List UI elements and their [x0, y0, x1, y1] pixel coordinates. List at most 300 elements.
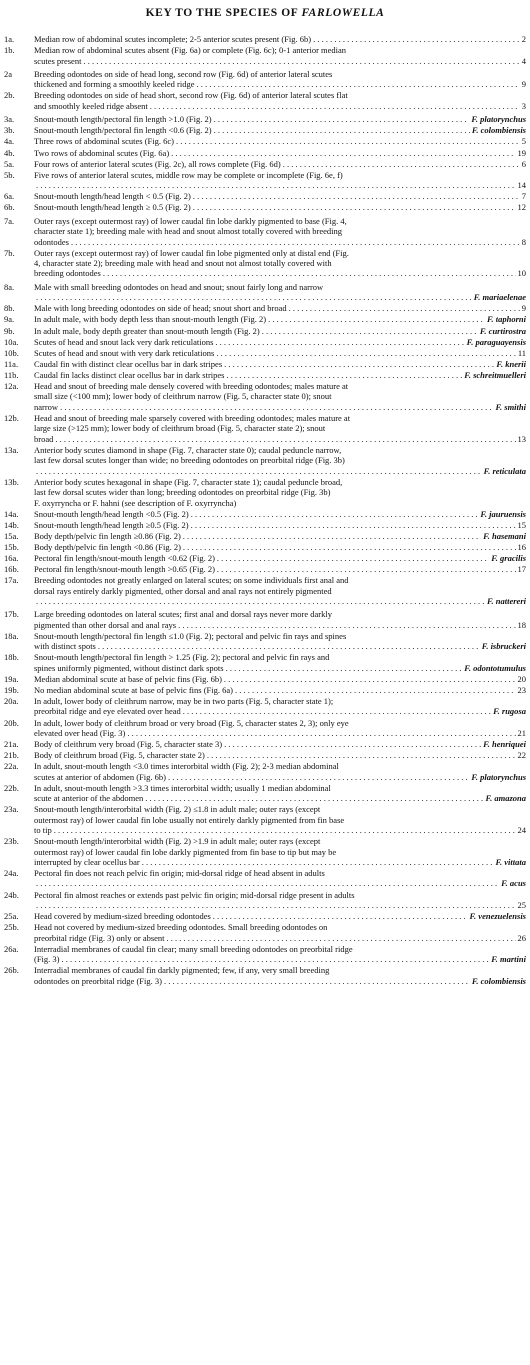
couplet-lead-line	[34, 268, 526, 278]
couplet-number: 2a	[4, 68, 13, 79]
species-result: F. smithi	[495, 401, 526, 412]
couplet-text: Body of cleithrum very broad (Fig. 5, character state 3)	[34, 739, 223, 750]
couplet-lead-line	[34, 728, 526, 738]
key-entry	[0, 750, 530, 760]
key-entry	[0, 45, 530, 66]
couplet-lead-line	[34, 878, 526, 888]
species-result: F. jauruensis	[480, 508, 526, 519]
couplet-text: Scutes of head and snout lack very dark reticulations	[34, 336, 214, 347]
couplet-lead-line	[34, 531, 526, 541]
key-entry	[0, 652, 530, 673]
couplet-text: and smoothly keeled ridge absent	[34, 100, 148, 111]
next-couplet-ref: 17	[517, 564, 526, 575]
couplet-text: scute at anterior of the abdomen	[34, 793, 144, 804]
species-result: F. venezuelensis	[469, 911, 526, 922]
couplet-lead-line	[34, 674, 526, 684]
species-result: F. taphorni	[486, 314, 526, 325]
key-entry	[0, 609, 530, 630]
couplet-text-line: Anterior body scutes diamond in shape (Fig. 7, character state 0); caudal peduncle narrow,	[34, 444, 342, 455]
couplet-number: 24a.	[4, 868, 19, 879]
couplet-number: 3a.	[4, 114, 15, 125]
couplet-number: 8b.	[4, 303, 15, 314]
couplet-text-line: Outer rays (except outermost ray) of lower caudal fin lobe darkly pigmented to base (Fig. 4,	[34, 215, 347, 226]
couplet-lead-line	[34, 900, 526, 910]
key-entry	[0, 69, 530, 90]
couplet-text-line: In adult, lower body of cleithrum broad or very broad (Fig. 5, character states 2, 3); only eye	[34, 717, 349, 728]
next-couplet-ref: 25	[517, 899, 526, 910]
couplet-number: 2b.	[4, 90, 15, 101]
couplet-text: Caudal fin lacks distinct clear ocellus bar in dark stripes	[34, 369, 225, 380]
couplet-text: spines uniformly pigmented, without distinct dark spots	[34, 662, 224, 673]
key-entry	[0, 282, 530, 303]
couplet-lead-line	[34, 314, 526, 324]
dot-leader	[197, 79, 520, 89]
couplet-lead-line	[34, 434, 526, 444]
key-entry	[0, 445, 530, 476]
next-couplet-ref: 15	[517, 519, 526, 530]
couplet-number: 11b.	[4, 369, 19, 380]
couplet-lead-line	[34, 337, 526, 347]
couplet-lead-line	[34, 498, 526, 508]
dot-leader	[55, 434, 515, 444]
species-result: F. hasemani	[483, 530, 526, 541]
key-entry	[0, 337, 530, 347]
dot-leader	[71, 237, 520, 247]
couplet-number: 19b.	[4, 684, 19, 695]
species-result: F. platorynchus	[471, 114, 526, 125]
couplet-text-line: Interradial membranes of caudal fin darkly pigmented; few, if any, very small breeding	[34, 965, 330, 976]
dot-leader	[217, 564, 516, 574]
dot-leader	[214, 114, 470, 124]
dot-leader	[193, 202, 516, 212]
couplet-text-line: Outer rays (except outermost ray) of lower caudal fin lobe pigmented only at distal end (Fig.	[34, 247, 349, 258]
key-entry	[0, 314, 530, 324]
couplet-lead-line	[34, 466, 526, 476]
couplet-number: 24b.	[4, 889, 19, 900]
couplet-text-line: Snout-mouth length/interorbital width (Fig. 2) ≤1.8 in adult male; outer rays (except	[34, 804, 321, 815]
key-entry	[0, 836, 530, 867]
couplet-number: 7b.	[4, 247, 15, 258]
key-entry	[0, 783, 530, 804]
couplet-text-line: Pectoral fin does not reach pelvic fin origin; mid-dorsal ridge of head absent in adults	[34, 868, 325, 879]
couplet-lead-line	[34, 857, 526, 867]
next-couplet-ref: 23	[517, 684, 526, 695]
dot-leader	[164, 976, 470, 986]
dot-leader	[224, 359, 494, 369]
couplet-text-line: Head not covered by medium-sized breeding odontodes. Small breeding odontodes on	[34, 922, 328, 933]
couplet-lead-line	[34, 706, 526, 716]
couplet-text-line: Pectoral fin almost reaches or extends past pelvic fin origin; mid-dorsal ridge present in adults	[34, 889, 355, 900]
couplet-text-line: character state 1); breeding male with head and snout almost totally covered with breeding	[34, 226, 343, 237]
couplet-lead-line	[34, 125, 526, 135]
dot-leader	[268, 314, 485, 324]
couplet-lead-line	[34, 101, 526, 111]
next-couplet-ref: 20	[517, 673, 526, 684]
couplet-lead-line	[34, 663, 526, 673]
species-result: F. henriquei	[483, 739, 526, 750]
couplet-text: odontodes	[34, 236, 69, 247]
couplet-number: 21a.	[4, 739, 19, 750]
couplet-lead-line	[34, 136, 526, 146]
couplet-text: Pectoral fin length/snout-mouth length <0.62 (Fig. 2)	[34, 552, 215, 563]
dot-leader	[83, 56, 519, 66]
couplet-text-line: small size (<100 mm); lower body of cleithrum narrow (Fig. 5, character state 0); snout	[34, 391, 332, 402]
couplet-text-line: Large breeding odontodes on lateral scutes; first anal and dorsal rays never more darkly	[34, 609, 332, 620]
couplet-number: 6b.	[4, 202, 15, 213]
couplet-text: Snout-mouth length/pectoral fin length >1.0 (Fig. 2)	[34, 114, 212, 125]
couplet-number: 26a.	[4, 943, 19, 954]
key-entry	[0, 542, 530, 552]
dot-leader	[183, 706, 491, 716]
key-entry	[0, 248, 530, 279]
species-result: F. curtirostra	[479, 325, 526, 336]
couplet-number: 23a.	[4, 804, 19, 815]
next-couplet-ref: 6	[521, 158, 526, 169]
couplet-lead-line	[34, 191, 526, 201]
species-result: F. nattereri	[486, 595, 526, 606]
couplet-number: 22b.	[4, 782, 19, 793]
next-couplet-ref: 4	[521, 55, 526, 66]
dot-leader	[224, 739, 481, 749]
couplet-text: interrupted by clear ocellus bar	[34, 856, 140, 867]
couplet-lead-line	[34, 520, 526, 530]
dot-leader	[215, 337, 464, 347]
couplet-text-line: In adult, snout-mouth length <3.0 times interorbital width (Fig. 2); 2-3 median abdominal	[34, 761, 339, 772]
dot-leader	[313, 34, 520, 44]
key-entry	[0, 148, 530, 158]
couplet-number: 10a.	[4, 336, 19, 347]
key-entry	[0, 170, 530, 191]
key-entry	[0, 965, 530, 986]
dot-leader	[36, 180, 516, 190]
key-title-prefix: KEY TO THE SPECIES OF	[145, 7, 302, 19]
key-entry	[0, 136, 530, 146]
key-entry	[0, 90, 530, 111]
dot-leader	[214, 125, 470, 135]
couplet-text: scutes present	[34, 55, 82, 66]
key-entry	[0, 868, 530, 889]
key-entry	[0, 911, 530, 921]
couplet-lead-line	[34, 793, 526, 803]
species-result: F. schreitmuelleri	[464, 369, 526, 380]
couplet-text: Pectoral fin length/snout-mouth length >0.65 (Fig. 2)	[34, 564, 215, 575]
couplet-text: scutes at anterior of abdomen (Fig. 6b)	[34, 771, 166, 782]
couplet-text: thickened and forming a smoothly keeled ridge	[34, 79, 195, 90]
couplet-number: 13b.	[4, 476, 19, 487]
couplet-text: Body depth/pelvic fin length <0.86 (Fig. 2)	[34, 541, 181, 552]
dot-leader	[289, 303, 520, 313]
couplet-number: 25a.	[4, 911, 19, 922]
couplet-lead-line	[34, 620, 526, 630]
key-entry	[0, 509, 530, 519]
key-entry	[0, 348, 530, 358]
key-entry	[0, 125, 530, 135]
couplet-text-line: Snout-mouth length/pectoral fin length ≤1.0 (Fig. 2); pectoral and pelvic fin rays and spines	[34, 630, 347, 641]
key-entry	[0, 631, 530, 652]
couplet-lead-line	[34, 159, 526, 169]
key-entry	[0, 685, 530, 695]
dot-leader	[171, 148, 515, 158]
key-entry	[0, 674, 530, 684]
species-result: F. acus	[501, 878, 526, 889]
couplet-number: 14a.	[4, 508, 19, 519]
couplet-text: No median abdominal scute at base of pelvic fins (Fig. 6a)	[34, 684, 233, 695]
couplet-number: 7a.	[4, 215, 15, 226]
couplet-lead-line	[34, 772, 526, 782]
dot-leader	[176, 136, 520, 146]
couplet-lead-line	[34, 303, 526, 313]
couplet-number: 20a.	[4, 696, 19, 707]
couplet-number: 4b.	[4, 147, 15, 158]
key-title-genus: FARLOWELLA	[301, 7, 385, 19]
couplet-lead-line	[34, 954, 526, 964]
key-entry	[0, 381, 530, 412]
couplet-lead-line	[34, 564, 526, 574]
couplet-number: 12a.	[4, 380, 19, 391]
dot-leader	[207, 750, 516, 760]
couplet-text: narrow	[34, 401, 59, 412]
key-entry	[0, 370, 530, 380]
couplet-number: 19a.	[4, 673, 19, 684]
couplet-number: 23b.	[4, 836, 19, 847]
couplet-text-line: Five rows of anterior lateral scutes, middle row may be complete or incomplete (Fig. 6e, f)	[34, 169, 343, 180]
couplet-text: broad	[34, 433, 54, 444]
couplet-lead-line	[34, 825, 526, 835]
key-entry	[0, 34, 530, 44]
couplet-text: to tip	[34, 825, 52, 836]
couplet-text-line: Interradial membranes of caudal fin clear; many small breeding odontodes on preorbital ridge	[34, 943, 353, 954]
couplet-text-line: Male with small breeding odontodes on head and snout; snout fairly long and narrow	[34, 281, 324, 292]
couplet-lead-line	[34, 237, 526, 247]
couplet-text: Three rows of abdominal scutes (Fig. 6c)	[34, 136, 174, 147]
couplet-lead-line	[34, 359, 526, 369]
couplet-number: 15b.	[4, 541, 19, 552]
couplet-text: Scutes of head and snout with very dark reticulations	[34, 347, 215, 358]
species-result: F. knerii	[496, 358, 526, 369]
couplet-text-line: In adult, snout-mouth length >3.3 times interorbital width; usually 1 median abdominal	[34, 782, 331, 793]
couplet-number: 13a.	[4, 444, 19, 455]
couplet-number: 16a.	[4, 552, 19, 563]
couplet-lead-line	[34, 641, 526, 651]
dot-leader	[168, 772, 469, 782]
couplet-lead-line	[34, 114, 526, 124]
couplet-number: 18a.	[4, 630, 19, 641]
key-entry	[0, 191, 530, 201]
couplet-number: 26b.	[4, 965, 19, 976]
couplet-text: Snout-mouth length/head length <0.5 (Fig. 2)	[34, 508, 189, 519]
dot-leader	[167, 933, 516, 943]
couplet-text: Median abdominal scute at base of pelvic fins (Fig. 6b)	[34, 673, 222, 684]
couplet-text: elevated over head (Fig. 3)	[34, 727, 126, 738]
couplet-lead-line	[34, 202, 526, 212]
dot-leader	[60, 402, 493, 412]
couplet-number: 8a.	[4, 281, 15, 292]
key-entry	[0, 696, 530, 717]
key-entry	[0, 575, 530, 606]
dot-leader	[36, 466, 482, 476]
couplet-text: Male with long breeding odontodes on side of head; snout short and broad	[34, 303, 287, 314]
species-result: F. reticulata	[483, 465, 526, 476]
couplet-lead-line	[34, 596, 526, 606]
key-entry	[0, 564, 530, 574]
species-result: F. vittata	[495, 856, 526, 867]
next-couplet-ref: 5	[521, 136, 526, 147]
species-result: F. mariaelenae	[473, 292, 526, 303]
identification-key	[0, 34, 530, 986]
couplet-text: In adult male, body depth greater than snout-mouth length (Fig. 2)	[34, 325, 260, 336]
next-couplet-ref: 18	[517, 619, 526, 630]
couplet-number: 21b.	[4, 750, 19, 761]
couplet-text-line: Anterior body scutes hexagonal in shape (Fig. 7, character state 1); caudal peduncle broad,	[34, 476, 343, 487]
couplet-text-line: In adult, lower body of cleithrum narrow, may be in two parts (Fig. 5, character state 1);	[34, 696, 334, 707]
couplet-text: Snout-mouth length/pectoral fin length <0.6 (Fig. 2)	[34, 125, 212, 136]
next-couplet-ref: 10	[517, 268, 526, 279]
species-result: F. gracilis	[491, 552, 526, 563]
couplet-number: 22a.	[4, 761, 19, 772]
next-couplet-ref: 9	[521, 79, 526, 90]
next-couplet-ref: 11	[517, 347, 526, 358]
key-entry	[0, 520, 530, 530]
couplet-text-line: Breeding odontodes on side of head long, second row (Fig. 6d) of anterior lateral scutes	[34, 68, 333, 79]
couplet-text-line: Head and snout of breeding male sparsely covered with breeding odontodes; males mature at	[34, 412, 351, 423]
couplet-text: In adult male, with body depth less than snout-mouth length (Fig. 2)	[34, 314, 267, 325]
key-entry	[0, 413, 530, 444]
couplet-lead-line	[34, 292, 526, 302]
key-entry	[0, 890, 530, 911]
couplet-number: 9a.	[4, 314, 15, 325]
couplet-text-line: Head and snout of breeding male densely covered with breeding odontodes; males mature at	[34, 380, 349, 391]
dot-leader	[145, 793, 483, 803]
key-entry	[0, 922, 530, 943]
couplet-lead-line	[34, 370, 526, 380]
dot-leader	[191, 520, 516, 530]
key-entry	[0, 718, 530, 739]
couplet-number: 4a.	[4, 136, 15, 147]
couplet-number: 11a.	[4, 358, 19, 369]
couplet-number: 12b.	[4, 412, 19, 423]
next-couplet-ref: 9	[521, 303, 526, 314]
couplet-number: 5a.	[4, 158, 15, 169]
couplet-text-line: Breeding odontodes on side of head short, second row (Fig. 6d) of anterior lateral scutes flat	[34, 90, 348, 101]
couplet-text-line: last few dorsal scutes longer than wide; no breeding odontodes on preorbital ridge (Fig. 3b)	[34, 455, 345, 466]
key-entry	[0, 359, 530, 369]
key-entry	[0, 114, 530, 124]
dot-leader	[36, 292, 472, 302]
key-entry	[0, 531, 530, 541]
dot-leader	[178, 620, 515, 630]
next-couplet-ref: 8	[521, 236, 526, 247]
couplet-text: breeding odontodes	[34, 268, 101, 279]
couplet-lead-line	[34, 56, 526, 66]
couplet-number: 1b.	[4, 45, 15, 56]
couplet-lead-line	[34, 180, 526, 190]
couplet-lead-line	[34, 348, 526, 358]
couplet-text: Body of cleithrum broad (Fig. 5, character state 2)	[34, 750, 205, 761]
dot-leader	[98, 641, 480, 651]
next-couplet-ref: 7	[521, 191, 526, 202]
couplet-number: 20b.	[4, 717, 19, 728]
couplet-lead-line	[34, 402, 526, 412]
next-couplet-ref: 26	[517, 932, 526, 943]
dot-leader	[150, 101, 520, 111]
couplet-lead-line	[34, 685, 526, 695]
couplet-lead-line	[34, 79, 526, 89]
couplet-text-line: last few dorsal scutes wider than long; breeding odontodes on preorbital ridge (Fig. 3b)	[34, 487, 331, 498]
couplet-number: 16b.	[4, 564, 19, 575]
dot-leader	[262, 326, 478, 336]
couplet-text: with distinct spots	[34, 641, 96, 652]
couplet-text-line: Snout-mouth length/pectoral fin length > 1.25 (Fig. 2); pectoral and pelvic fin rays and	[34, 652, 330, 663]
dot-leader	[54, 825, 516, 835]
next-couplet-ref: 19	[517, 147, 526, 158]
dot-leader	[183, 531, 481, 541]
couplet-text: Body depth/pelvic fin length ≥0.86 (Fig. 2)	[34, 530, 181, 541]
couplet-lead-line	[34, 326, 526, 336]
couplet-number: 18b.	[4, 652, 19, 663]
dot-leader	[36, 900, 516, 910]
couplet-text-line: outermost ray) of lower caudal fin lobe usually not entirely darkly pigmented from fin base	[34, 814, 345, 825]
couplet-text: Caudal fin with distinct clear ocellus bar in dark stripes	[34, 358, 223, 369]
dot-leader	[36, 596, 485, 606]
couplet-text-line: Breeding odontodes not greatly enlarged on lateral scutes; on some individuals first anal and	[34, 575, 349, 586]
species-result: F. martini	[491, 954, 526, 965]
next-couplet-ref: 13	[517, 433, 526, 444]
species-result: F. paraguayensis	[466, 336, 526, 347]
dot-leader	[226, 370, 462, 380]
dot-leader	[127, 728, 515, 738]
next-couplet-ref: 3	[521, 100, 526, 111]
key-entry	[0, 202, 530, 212]
species-result: F. isbruckeri	[481, 641, 526, 652]
couplet-text-line: large size (>125 mm); lower body of cleithrum broad (Fig. 5, character state 2); snout	[34, 423, 326, 434]
next-couplet-ref: 16	[517, 541, 526, 552]
key-entry	[0, 944, 530, 965]
species-result: F. odontotumulus	[464, 662, 526, 673]
couplet-number: 10b.	[4, 347, 19, 358]
next-couplet-ref: 14	[517, 180, 526, 191]
dot-leader	[62, 954, 490, 964]
couplet-number: 5b.	[4, 169, 15, 180]
couplet-number: 25b.	[4, 922, 19, 933]
couplet-text: F. oxyrryncha or F. hahni (see description of F. oxyrryncha)	[34, 497, 237, 508]
couplet-text: preorbital ridge (Fig. 3) only or absent	[34, 932, 165, 943]
couplet-lead-line	[34, 34, 526, 44]
next-couplet-ref: 12	[517, 202, 526, 213]
dot-leader	[191, 509, 479, 519]
dot-leader	[224, 674, 516, 684]
dot-leader	[226, 663, 463, 673]
next-couplet-ref: 24	[517, 825, 526, 836]
dot-leader	[183, 542, 516, 552]
key-entry	[0, 326, 530, 336]
key-entry	[0, 761, 530, 782]
couplet-text: Median row of abdominal scutes incomplete; 2-5 anterior scutes present (Fig. 6b)	[34, 34, 312, 44]
dot-leader	[142, 857, 494, 867]
key-entry	[0, 553, 530, 563]
dot-leader	[193, 191, 520, 201]
couplet-number: 6a.	[4, 191, 15, 202]
couplet-number: 15a.	[4, 530, 19, 541]
key-entry	[0, 804, 530, 835]
key-entry	[0, 477, 530, 508]
couplet-text: (Fig. 3)	[34, 954, 60, 965]
species-result: F. colombiensis	[471, 975, 526, 986]
key-entry	[0, 216, 530, 247]
couplet-lead-line	[34, 739, 526, 749]
couplet-lead-line	[34, 933, 526, 943]
key-entry	[0, 159, 530, 169]
couplet-text: Snout-mouth length/head length ≥ 0.5 (Fig. 2)	[34, 202, 191, 213]
